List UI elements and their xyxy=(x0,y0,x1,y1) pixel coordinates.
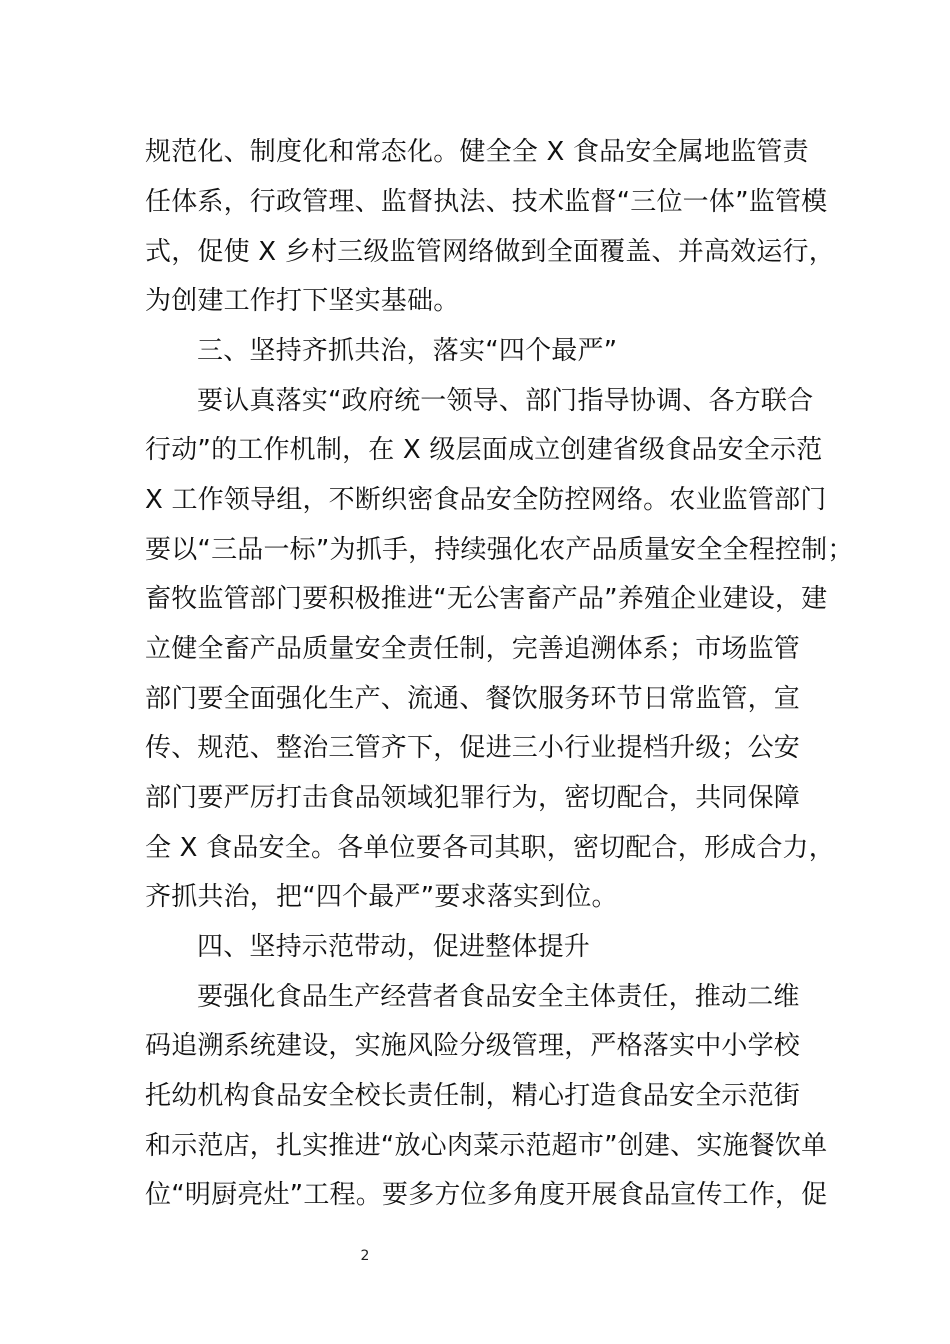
body-text-line: 部门要严厉打击食品领域犯罪行为，密切配合，共同保障 xyxy=(145,783,801,813)
body-text-line: 式，促使 X 乡村三级监管网络做到全面覆盖、并高效运行， xyxy=(145,237,835,267)
body-text-line: 畜牧监管部门要积极推进“无公害畜产品”养殖企业建设，建 xyxy=(145,584,828,614)
body-text-line: 任体系，行政管理、监督执法、技术监督“三位一体”监管模 xyxy=(145,187,828,217)
body-text-line: 位“明厨亮灶”工程。要多方位多角度开展食品宣传工作，促 xyxy=(145,1180,828,1210)
body-text-line: 齐抓共治，把“四个最严”要求落实到位。 xyxy=(145,882,618,912)
body-text-line: 要强化食品生产经营者食品安全主体责任，推动二维 xyxy=(197,982,800,1012)
body-text-line: 立健全畜产品质量安全责任制，完善追溯体系；市场监管 xyxy=(145,634,801,664)
body-text-line: 部门要全面强化生产、流通、餐饮服务环节日常监管，宣 xyxy=(145,684,801,714)
body-text-line: 全 X 食品安全。各单位要各司其职，密切配合，形成合力， xyxy=(145,833,835,863)
body-text-line: 传、规范、整治三管齐下，促进三小行业提档升级；公安 xyxy=(145,733,801,763)
body-text-line: 托幼机构食品安全校长责任制，精心打造食品安全示范街 xyxy=(145,1081,801,1111)
body-text-line: 和示范店，扎实推进“放心肉菜示范超市”创建、实施餐饮单 xyxy=(145,1131,828,1161)
body-text-line: 要认真落实“政府统一领导、部门指导协调、各方联合 xyxy=(197,386,814,416)
body-text-line: 规范化、制度化和常态化。健全全 X 食品安全属地监管责 xyxy=(145,137,809,167)
body-text-line: 码追溯系统建设，实施风险分级管理，严格落实中小学校 xyxy=(145,1031,801,1061)
body-text-line: 行动”的工作机制，在 X 级层面成立创建省级食品安全示范 xyxy=(145,435,823,465)
body-text-line: 要以“三品一标”为抓手，持续强化农产品质量安全全程控制； xyxy=(145,535,854,565)
section-heading: 三、坚持齐抓共治，落实“四个最严” xyxy=(197,336,618,366)
section-heading: 四、坚持示范带动，促进整体提升 xyxy=(197,932,591,962)
body-text-line: X 工作领导组，不断织密食品安全防控网络。农业监管部门 xyxy=(145,485,827,515)
page-number: 2 xyxy=(360,1248,370,1264)
body-text-line: 为创建工作打下坚实基础。 xyxy=(145,286,460,316)
